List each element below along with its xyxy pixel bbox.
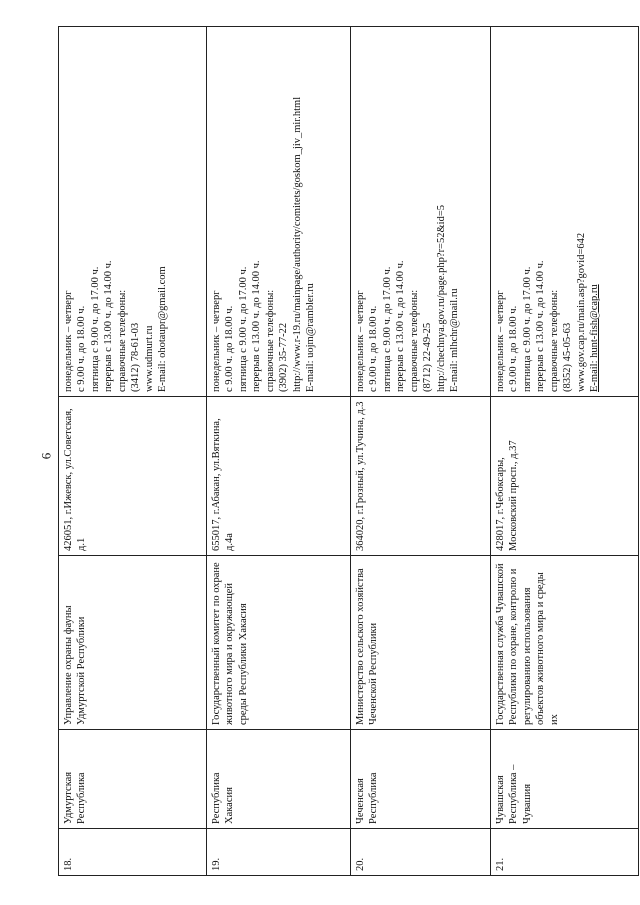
agencies-table <box>58 26 639 876</box>
organization-cell: Министерство сельского хозяйства Чеченской Республики <box>351 556 491 730</box>
contacts-cell <box>351 27 491 397</box>
phones-heading: справочные телефоны: <box>548 289 560 392</box>
phone-number: (3412) 78-61-03 <box>130 322 142 392</box>
phones-heading: справочные телефоны: <box>116 289 128 392</box>
rotated-table-container <box>58 26 638 876</box>
schedule-hours: с 9.00 ч. до 18.00 ч. <box>224 305 236 392</box>
organization-cell: Государственная служба Чувашской Республики по охране, контролю и регулированию использования объектов животного мира и среды их <box>491 556 639 730</box>
region-cell: Удмуртская Республика <box>59 730 207 829</box>
region-cell: Чувашская Республика – Чувашия <box>491 730 639 829</box>
address-cell: 364020, г.Грозный, ул.Тучина, д.3 <box>351 397 491 556</box>
schedule-break: перерыв с 13.00 ч. до 14.00 ч. <box>251 260 263 392</box>
schedule-friday: пятница с 9.00 ч. до 17.00 ч. <box>521 266 533 392</box>
row-number-cell: 21. <box>491 829 639 876</box>
row-number-cell: 19. <box>207 829 351 876</box>
schedule-friday: пятница с 9.00 ч. до 17.00 ч. <box>237 266 249 392</box>
schedule-weekdays: понедельник – четверг <box>495 290 506 392</box>
region-cell: Чеченская Республика <box>351 730 491 829</box>
email-link[interactable]: E-mail: mlhchr@mail.ru <box>449 288 461 392</box>
row-number-cell: 20. <box>351 829 491 876</box>
schedule-friday: пятница с 9.00 ч. до 17.00 ч. <box>89 266 101 392</box>
table-row <box>491 27 639 876</box>
table-row <box>207 27 351 876</box>
row-number-cell: 18. <box>59 829 207 876</box>
contacts-cell <box>491 27 639 397</box>
phones-heading: справочные телефоны: <box>408 289 420 392</box>
contacts-cell <box>207 27 351 397</box>
organization-cell: Государственный комитет по охране животного мира и окружающей среды Республики Хакасия <box>207 556 351 730</box>
website-link[interactable]: www.gov.cap.ru/main.asp?govid=642 <box>575 232 587 392</box>
contacts-cell <box>59 27 207 397</box>
website-link[interactable]: www.udmurt.ru <box>143 325 155 392</box>
address-cell: 426051, г.Ижевск, ул.Советская, д.1 <box>59 397 207 556</box>
schedule-weekdays: понедельник – четверг <box>63 290 74 392</box>
email-link[interactable]: E-mail: hunt-fish@cap.ru <box>589 284 601 392</box>
website-link[interactable]: http://chechnya.gov.ru/page.php?r=52&id=5 <box>435 205 447 392</box>
table-row <box>59 27 207 876</box>
phone-number: (3902) 35-77-22 <box>278 322 290 392</box>
table-row <box>351 27 491 876</box>
phones-heading: справочные телефоны: <box>264 289 276 392</box>
schedule-friday: пятница с 9.00 ч. до 17.00 ч. <box>381 266 393 392</box>
schedule-hours: с 9.00 ч. до 18.00 ч. <box>76 305 88 392</box>
schedule-weekdays: понедельник – четверг <box>211 290 222 392</box>
schedule-break: перерыв с 13.00 ч. до 14.00 ч. <box>395 260 407 392</box>
email-link[interactable]: E-mail: ohotaupr@gmail.com <box>157 266 169 392</box>
phone-number: (8352) 45-05-63 <box>562 322 574 392</box>
email-link[interactable]: E-mail: uojm@rambler.ru <box>305 283 317 392</box>
organization-cell: Управление охраны фауны Удмуртской Республики <box>59 556 207 730</box>
address-cell: 428017, г.Чебоксары, Московский просп., д.37 <box>491 397 639 556</box>
page-number: 6 <box>38 452 54 460</box>
phone-number: (8712) 22-49-25 <box>422 322 434 392</box>
schedule-break: перерыв с 13.00 ч. до 14.00 ч. <box>535 260 547 392</box>
region-cell: Республика Хакасия <box>207 730 351 829</box>
address-cell: 655017, г.Абакан, ул.Вяткина, д.4а <box>207 397 351 556</box>
website-link[interactable]: http://www.r-19.ru/mainpage/authority/comitets/goskom_jiv_mir.html <box>291 96 303 392</box>
schedule-break: перерыв с 13.00 ч. до 14.00 ч. <box>103 260 115 392</box>
schedule-hours: с 9.00 ч. до 18.00 ч. <box>508 305 520 392</box>
schedule-weekdays: понедельник – четверг <box>355 290 366 392</box>
schedule-hours: с 9.00 ч. до 18.00 ч. <box>368 305 380 392</box>
